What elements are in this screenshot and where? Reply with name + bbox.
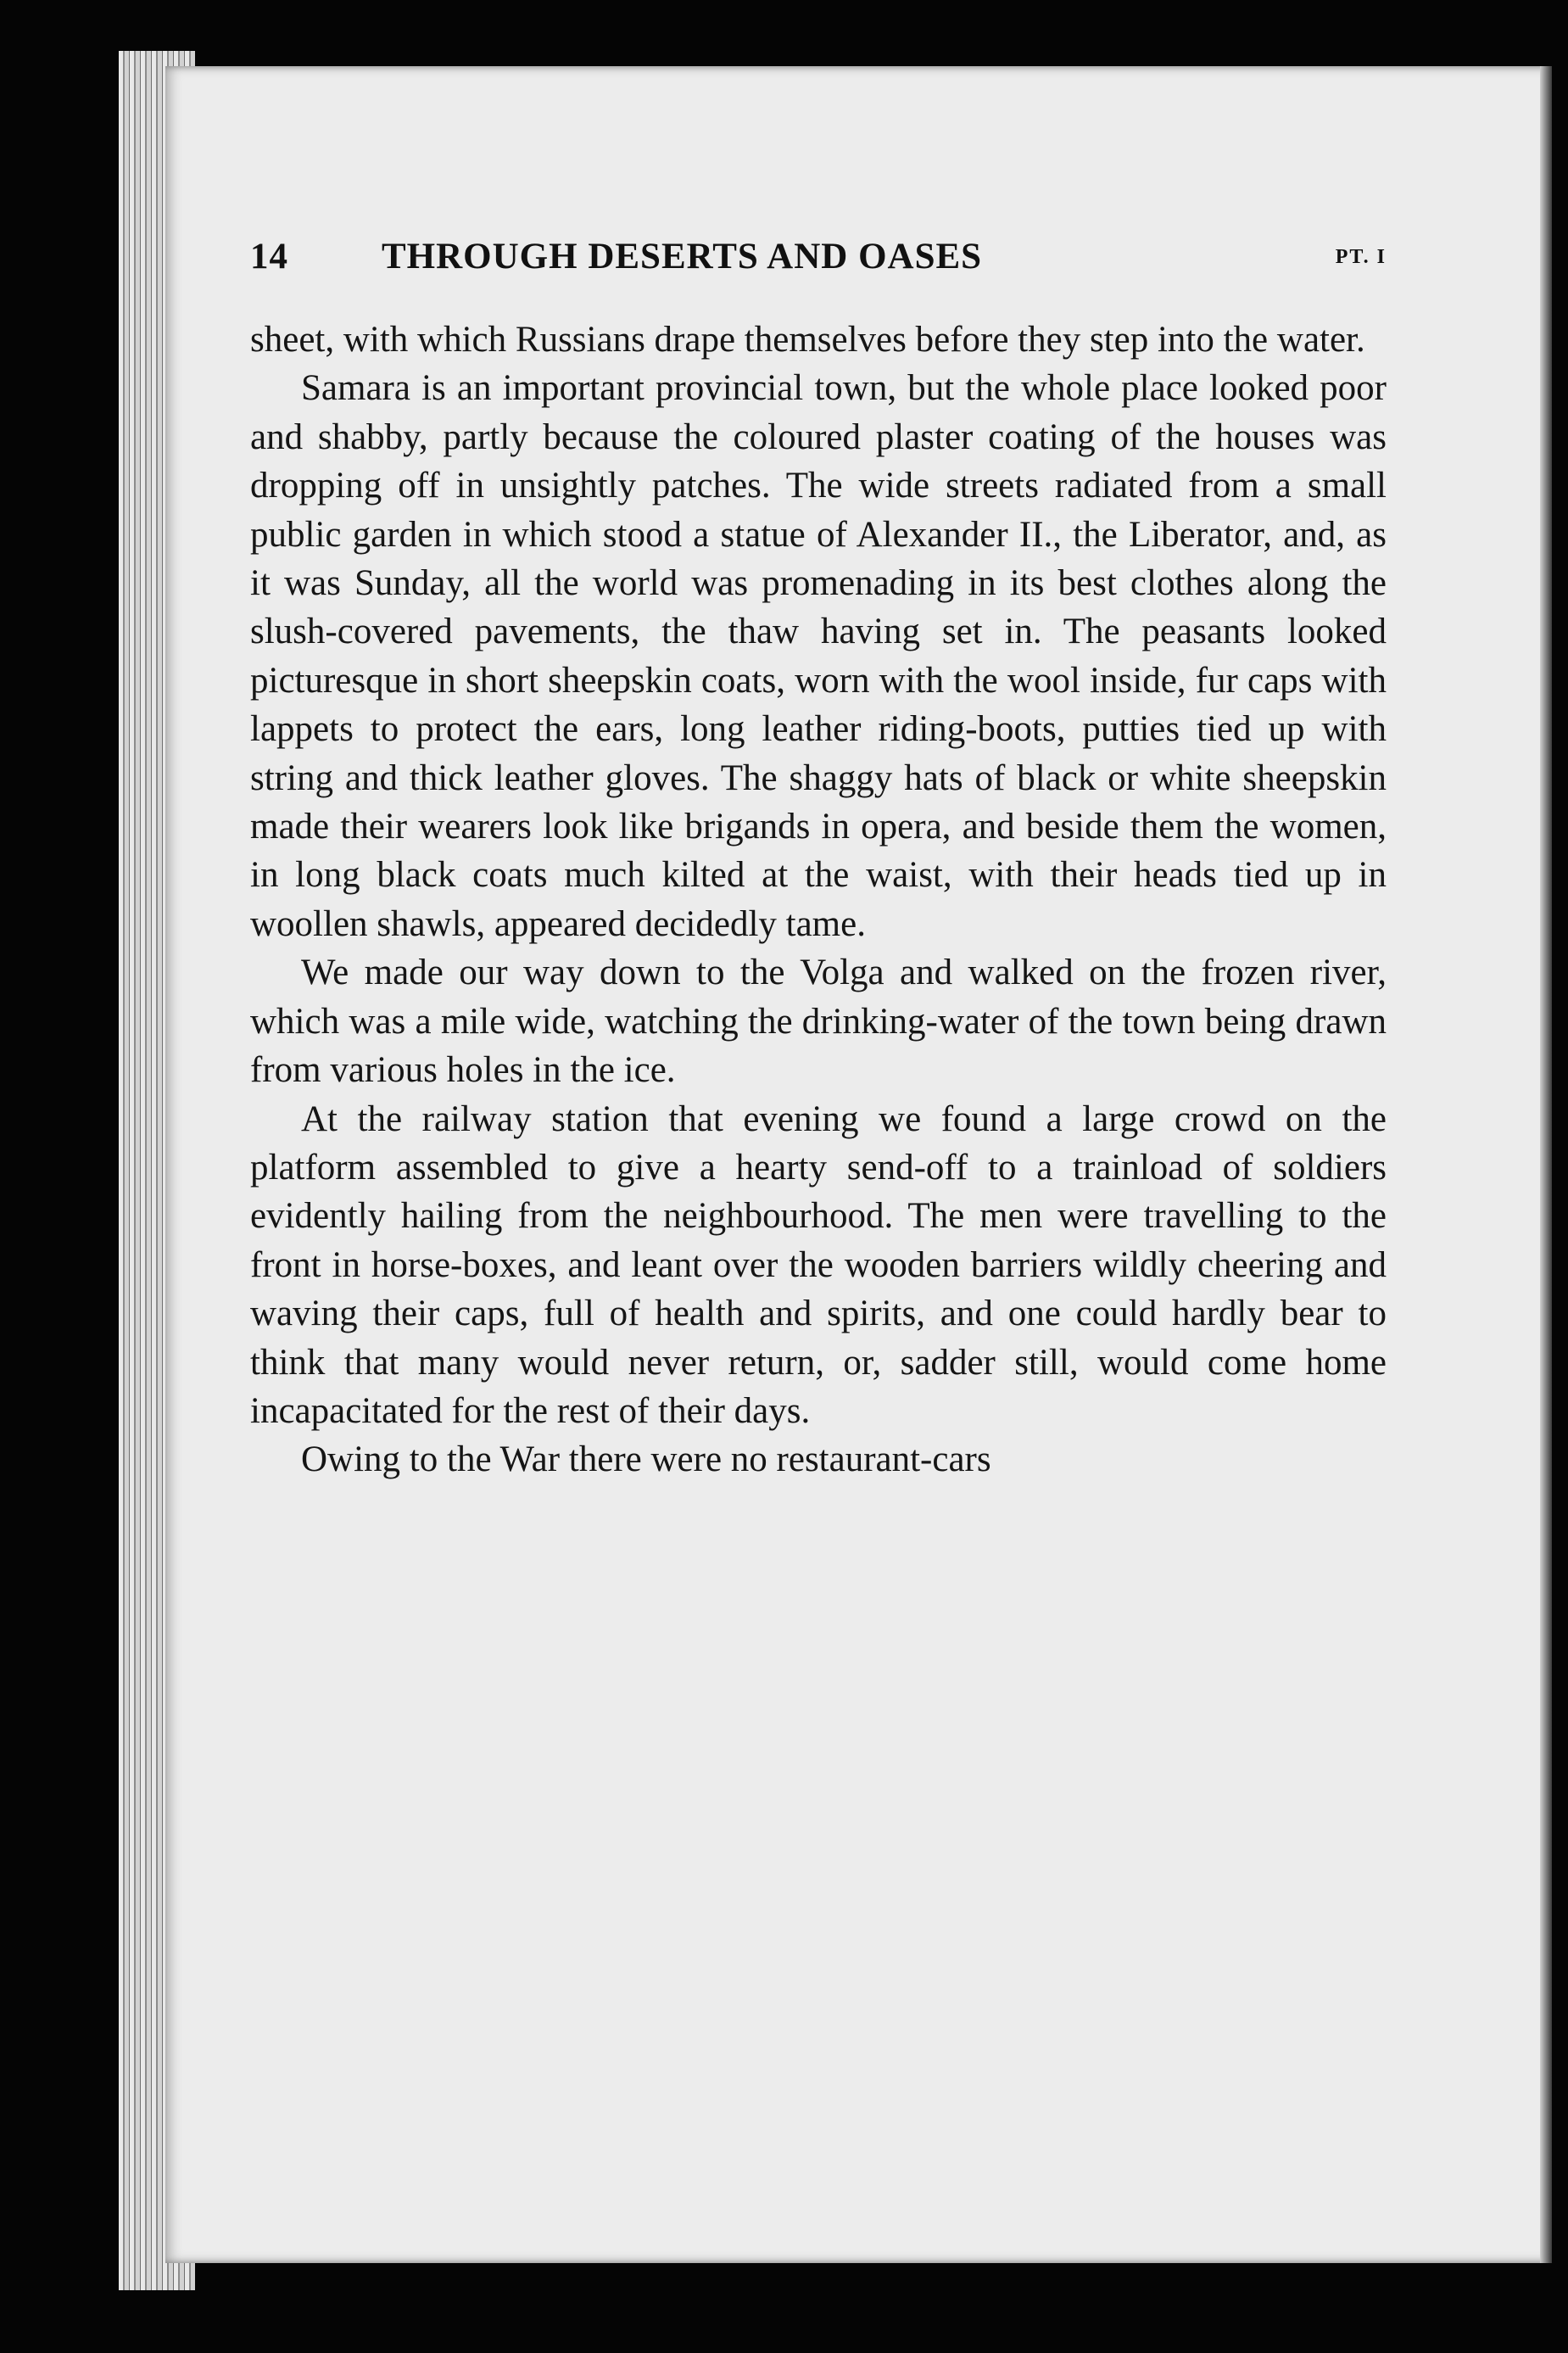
page-number: 14 (250, 237, 288, 277)
paragraph-volga: We made our way down to the Volga and walked on the frozen river, which was a mile wide, watching the drinking-water of the town being drawn from various holes in the ice. (250, 953, 1387, 1091)
running-title: THROUGH DESERTS AND OASES (382, 237, 983, 277)
running-header (250, 236, 1387, 287)
part-mark: PT. I (1335, 246, 1387, 268)
paragraph-restaurant-cars: Owing to the War there were no restaurant-cars (301, 1439, 991, 1480)
paragraph-railway-station: At the railway station that evening we found a large crowd on the platform assembled to give a hearty send-off to a trainload of soldiers evidently hailing from the neighbourhood. The men were travelling to the front in horse-boxes, and leant over the wooden barriers wildly cheering and waving their caps, full of health and spirits, and one could hardly bear to think that many would never return, or, sadder still, would come home incapacitated for the rest of their days. (250, 1098, 1387, 1431)
body-text (250, 316, 1387, 1484)
page-right-shadow (1540, 66, 1552, 2263)
paragraph-continued: sheet, with which Russians drape themselves before they step into the water. (250, 320, 1365, 360)
paragraph-samara: Samara is an important provincial town, but the whole place looked poor and shabby, partly because the coloured plaster coating of the houses was dropping off in unsightly patches. The wide streets radiated from a small public garden in which stood a statue of Alexander II., the Liberator, and, as it was Sunday, all the world was promenading in its best clothes along the slush-covered pavements, the thaw having set in. The peasants looked picturesque in short sheepskin coats, worn with the wool inside, fur caps with lappets to protect the ears, long leather riding-boots, putties tied up with string and thick leather gloves. The shaggy hats of black or white sheepskin made their wearers look like brigands in opera, and beside them the women, in long black coats much kilted at the waist, with their heads tied up in woollen shawls, appeared decidedly tame. (250, 368, 1387, 944)
